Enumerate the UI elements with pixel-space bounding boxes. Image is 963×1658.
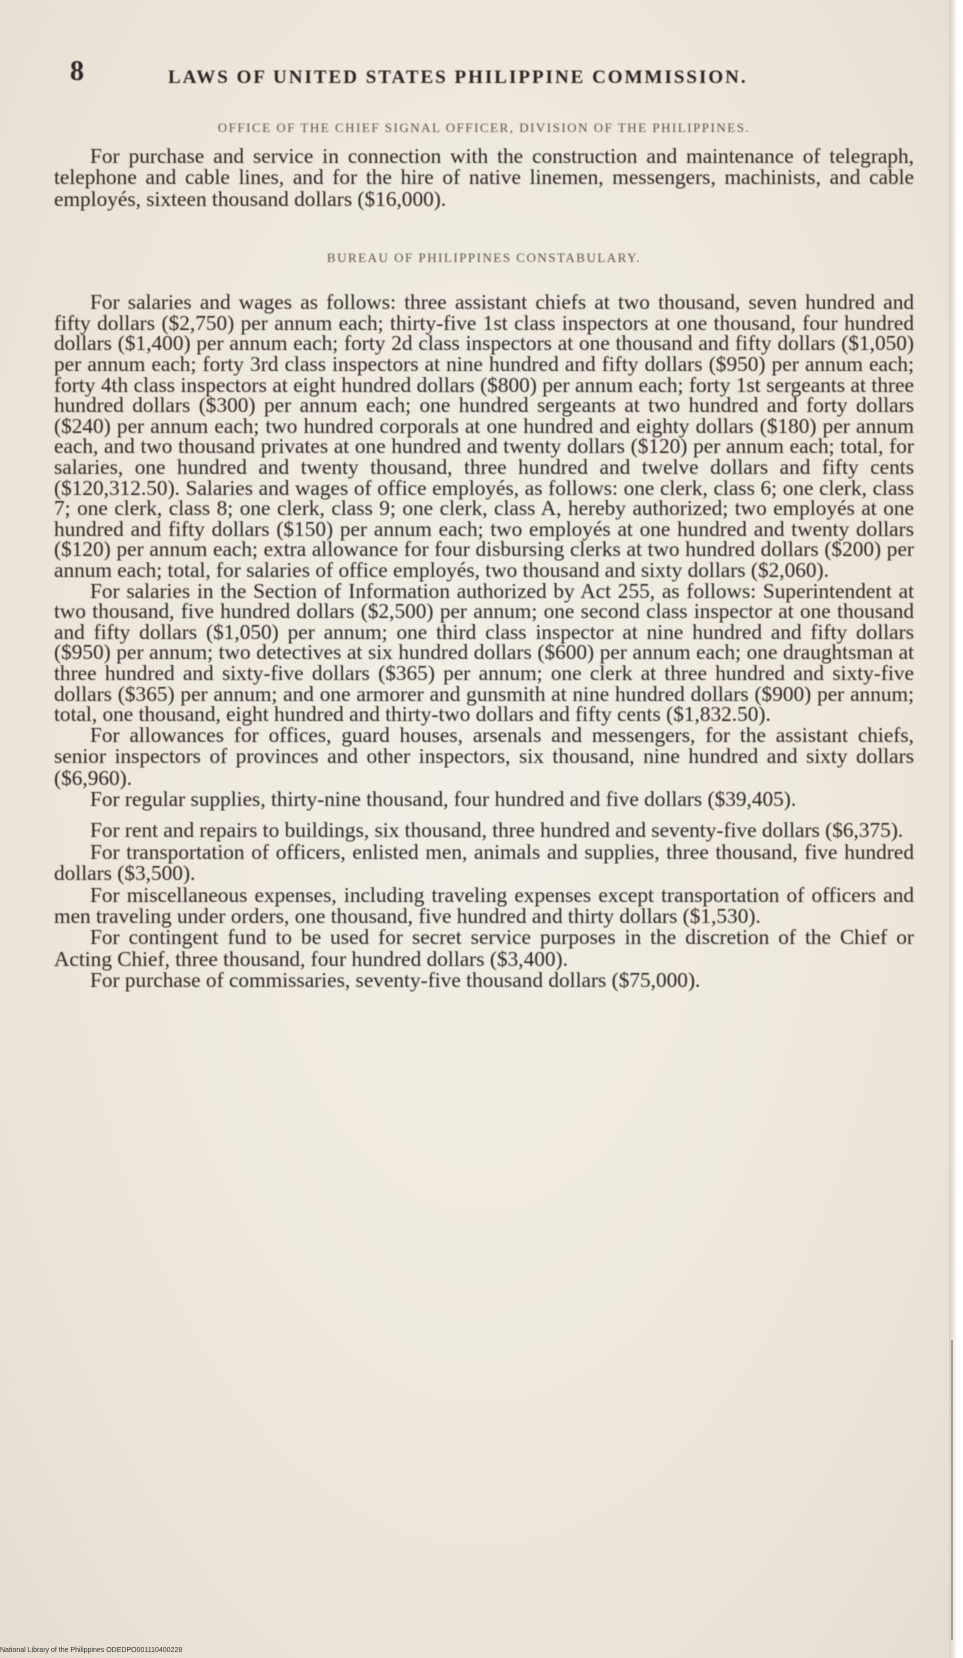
paragraph-signal-office: For purchase and service in connection with the construction and maintenance of telegraph, telephone and cable lines, and for the hire of native linemen, messengers, machinists, and cable employés, sixteen thousand dollars ($16,000). [54,144,914,211]
paragraph-contingent-fund: For contingent fund to be used for secret service purposes in the discretion of the Chief or Acting Chief, three thousand, four hundred dollars ($3,400). [54,925,914,971]
paragraph-allowances: For allowances for offices, guard houses, arsenals and messengers, for the assistant chiefs, senior inspectors of provinces and other inspectors, six thousand, nine hundred and sixty dollars ($6,960). [54,722,914,790]
section-heading-signal-office: OFFICE OF THE CHIEF SIGNAL OFFICER, DIVISION OF THE PHILIPPINES. [217,120,751,135]
running-head [70,56,914,98]
paragraph-commissaries: For purchase of commissaries, seventy-five thousand dollars ($75,000). [90,968,701,993]
page-number: 8 [70,56,84,87]
paragraph-transportation: For transportation of officers, enlisted men, animals and supplies, three thousand, five hundred dollars ($3,500). [54,839,914,886]
paragraph-regular-supplies: For regular supplies, thirty-nine thousand, four hundred and five dollars ($39,405). [90,786,797,811]
paragraph-miscellaneous: For miscellaneous expenses, including traveling expenses except transportation of officers and men traveling under orders, one thousand, five hundred and thirty dollars ($1,530). [54,882,914,928]
binding-marks [951,1340,963,1640]
paragraph-rent-repairs: For rent and repairs to buildings, six thousand, three hundred and seventy-five dollars ($6,375). [90,818,904,843]
library-attribution: National Library of the Philippines ODEDPO001110400228 [0,1647,183,1654]
paragraph-salaries: For salaries and wages as follows: three assistant chiefs at two thousand, seven hundred and fifty dollars ($2,750) per annum each; thirty-five 1st class inspectors at one thousand, four hundred dollars ($1,400) per annum each; forty 2d class inspectors at one thousand and fifty dollars ($1,050) per annum each; forty 3rd class inspectors at nine hundred and fifty dollars ($950) per annum each; forty 4th class inspectors at eight hundred dollars ($800) per annum each; forty 1st sergeants at three hundred dollars ($300) per annum each; one hundred sergeants at two hundred and forty dollars ($240) per annum each; two hundred corporals at one hundred and eighty dollars ($180) per annum each, and two thousand privates at one hundred and twenty dollars ($120) per annum each; total, for salaries, one hundred and twenty thousand, three hundred and twelve dollars and fifty cents ($120,312.50). Salaries and wages of office employés, as follows: one clerk, class 6; one clerk, class 7; one clerk, class 8; one clerk, class 9; one clerk, class A, hereby authorized; two employés at one hundred and fifty dollars ($150) per annum each; two employés at one hundred and twenty dollars ($120) per annum each; extra allowance for four disbursing clerks at two hundred dollars ($200) per annum each; total, for salaries of office employés, two thousand and sixty dollars ($2,060). [54,290,914,582]
section-heading-constabulary: BUREAU OF PHILIPPINES CONSTABULARY. [326,250,642,266]
paragraph-information-section: For salaries in the Section of Information authorized by Act 255, as follows: Superintendent at two thousand, five hundred dollars ($2,500) per annum; one second class inspector at one thousand and fifty dollars ($1,050) per annum; one third class inspector at nine hundred and fifty dollars ($950) per annum; two detectives at six hundred dollars ($600) per annum each; one draughtsman at three hundred and sixty-five dollars ($365) per annum; one clerk at three hundred and sixty-five dollars ($365) per annum; and one armorer and gunsmith at nine hundred dollars ($900) per annum; total, one thousand, eight hundred and thirty-two dollars and fifty cents ($1,832.50). [54,578,914,727]
page-content [54,56,914,993]
running-title: LAWS OF UNITED STATES PHILIPPINE COMMISSION. [168,67,748,88]
